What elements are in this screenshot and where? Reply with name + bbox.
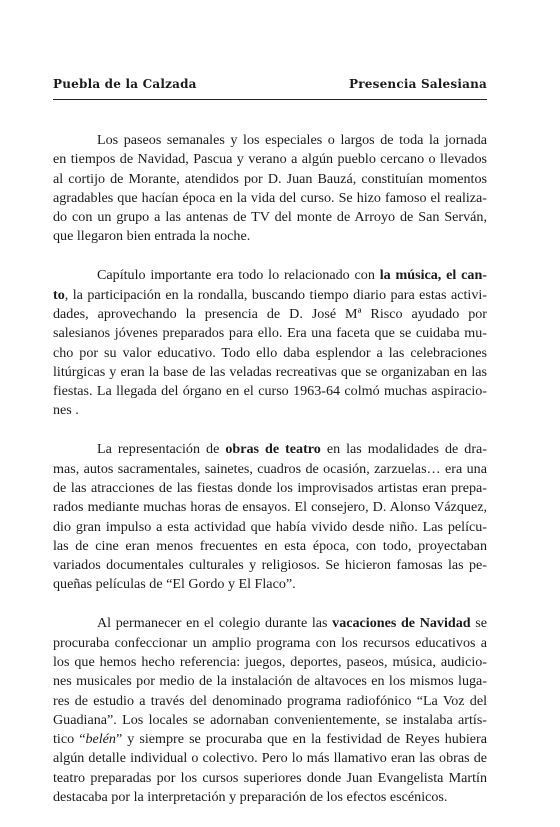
text-line: litúrgicas y eran la base de las veladas recreativas que se organizaban en las — [53, 363, 487, 380]
paragraph-teatro — [53, 440, 487, 594]
text-line: los que hemos hecho referencia: juegos, deportes, paseos, música, audicio- — [53, 653, 487, 670]
text-run: La representación de — [97, 441, 226, 458]
text-line: rados mediante muchas horas de ensayos. El consejero, D. Alonso Vázquez, — [53, 499, 487, 516]
text-line — [53, 440, 487, 459]
paragraph-navidad — [53, 614, 487, 807]
text-line: queñas películas de “El Gordo y El Flaco”. — [53, 576, 296, 593]
header-right-title: Presencia Salesiana — [349, 77, 487, 91]
text-line: res de estudio a través del denominado programa radiofónico “La Voz del — [53, 692, 487, 709]
text-line: fiestas. La llegada del órgano en el curso 1963-64 colmó muchas aspiracio- — [53, 383, 487, 400]
text-line: las de cine eran menos frecuentes en esta época, con todo, proyectaban — [53, 537, 487, 554]
header-rule — [53, 99, 487, 100]
text-line: en tiempos de Navidad, Pascua y verano a algún pueblo cercano o llevados — [53, 151, 487, 168]
text-run: tico “ — [53, 731, 86, 748]
text-line: variados documentales culturales y religiosos. Se hicieron famosas las pe- — [53, 557, 487, 574]
bold-term: vacaciones de Navidad — [332, 615, 471, 632]
bold-term: la música, el can- — [379, 267, 488, 284]
body-text — [53, 131, 487, 827]
paragraph-musica — [53, 266, 487, 420]
text-run: se — [470, 615, 488, 632]
text-line: de las atracciones de las fiestas donde los improvisados artistas eran prepa- — [53, 479, 487, 496]
text-line: dades, aprovechando la presencia de D. José Mª Risco ayudado por — [53, 305, 487, 322]
text-line: destacaba por la interpretación y preparación de los efectos escénicos. — [53, 788, 448, 805]
text-line — [53, 730, 487, 749]
text-run: ” y siempre se procuraba que en la festividad de Reyes hubiera — [115, 731, 487, 748]
text-line: algún detalle individual o colectivo. Pero lo más llamativo eran las obras de — [53, 750, 487, 767]
header-left-title: Puebla de la Calzada — [53, 77, 197, 91]
text-run: en las modalidades de dra- — [320, 441, 487, 458]
text-line: Guadiana”. Los locales se adornaban convenientemente, se instalaba artís- — [53, 711, 487, 728]
text-line: procuraba confeccionar un amplio programa con los recursos educativos a — [53, 634, 487, 651]
text-run: Capítulo importante era todo lo relacionado con — [97, 267, 380, 284]
bold-term: obras de teatro — [225, 441, 321, 458]
text-line: do con un grupo a las antenas de TV del monte de Arroyo de San Serván, — [53, 209, 487, 226]
text-line: nes . — [53, 402, 79, 419]
text-line: nes musicales por medio de la instalación de altavoces en los mismos luga- — [53, 673, 487, 690]
text-line: que llegaron bien entrada la noche. — [53, 228, 251, 245]
text-run: , la participación en la rondalla, buscando tiempo diario para estas activi- — [64, 286, 487, 303]
text-line: al cortijo de Morante, atendidos por D. Juan Bauzá, constituían momentos — [53, 170, 487, 187]
text-line: salesianos jóvenes preparados para ello. Era una faceta que se cuidaba mu- — [53, 325, 487, 342]
text-line — [53, 286, 487, 305]
bold-term: to — [53, 286, 65, 303]
text-line: agradables que hacían época en la vida del curso. Se hizo famoso el realiza- — [53, 189, 487, 206]
paragraph-paseos — [53, 131, 487, 247]
text-line: mas, autos sacramentales, sainetes, cuadros de ocasión, zarzuelas… era una — [53, 460, 487, 477]
running-header — [53, 77, 487, 95]
text-line: Los paseos semanales y los especiales o largos de toda la jornada — [97, 132, 487, 148]
text-line — [53, 266, 487, 285]
text-line: dio gran impulso a esta actividad que había vivido desde niño. Las pelícu- — [53, 518, 487, 535]
text-run: Al permanecer en el colegio durante las — [97, 615, 333, 632]
text-line: teatro preparadas por los cursos superiores donde Juan Evangelista Martín — [53, 769, 487, 786]
text-line — [53, 614, 487, 633]
text-line: cho por su valor educativo. Todo ello daba esplendor a las celebraciones — [53, 344, 487, 361]
italic-term: belén — [85, 731, 116, 748]
